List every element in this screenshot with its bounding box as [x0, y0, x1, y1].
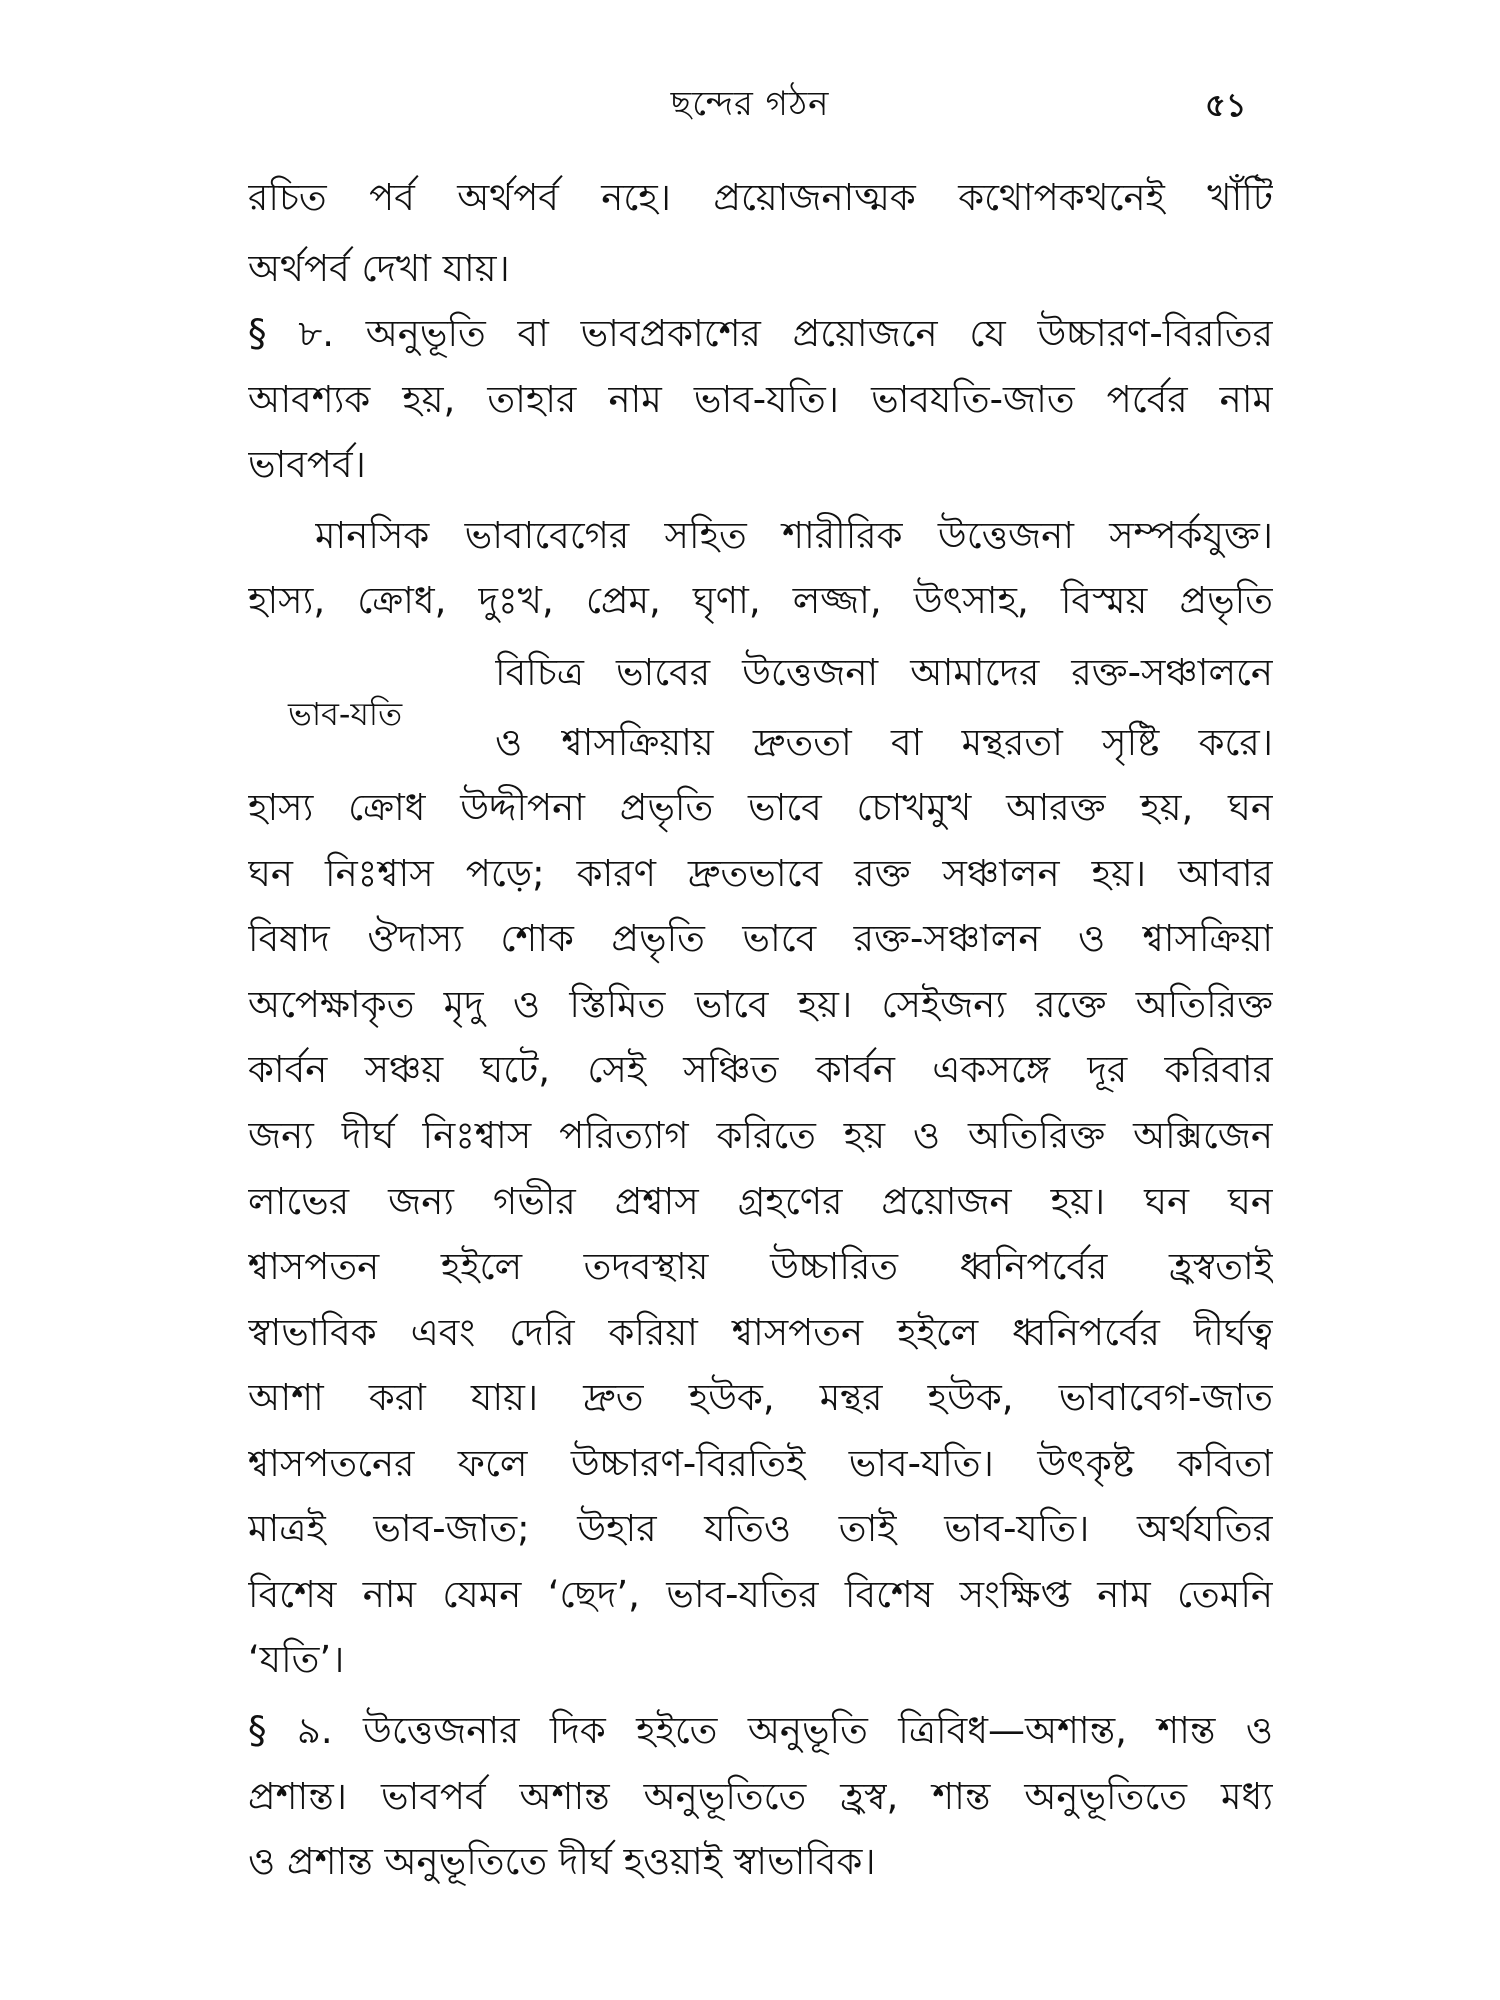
text-line: ও শ্বাসক্রিয়ায় দ্রুততা বা মন্থরতা সৃষ্টি করে। — [495, 721, 1273, 764]
text-line: ‘যতি’। — [248, 1638, 345, 1681]
text-line: লাভের জন্য গভীর প্রশ্বাস গ্রহণের প্রয়োজন হয়। ঘন ঘন — [248, 1180, 1273, 1223]
text-line: ভাবপর্ব। — [248, 443, 366, 486]
text-line: শ্বাসপতনের ফলে উচ্চারণ-বিরতিই ভাব-যতি। উৎকৃষ্ট কবিতা — [248, 1442, 1273, 1485]
text-line: হাস্য ক্রোধ উদ্দীপনা প্রভৃতি ভাবে চোখমুখ আরক্ত হয়, ঘন — [248, 786, 1273, 829]
running-header: ছন্দের গঠন — [670, 84, 830, 124]
text-line: মানসিক ভাবাবেগের সহিত শারীরিক উত্তেজনা সম্পর্কযুক্ত। — [315, 514, 1273, 557]
text-line: আবশ্যক হয়, তাহার নাম ভাব-যতি। ভাবযতি-জাত পর্বের নাম — [248, 378, 1273, 421]
text-line: বিষাদ ঔদাস্য শোক প্রভৃতি ভাবে রক্ত-সঞ্চালন ও শ্বাসক্রিয়া — [248, 917, 1273, 960]
text-line: বিচিত্র ভাবের উত্তেজনা আমাদের রক্ত-সঞ্চালনে — [495, 651, 1273, 694]
text-line: অর্থপর্ব দেখা যায়। — [248, 247, 510, 290]
text-line: ঘন নিঃশ্বাস পড়ে; কারণ দ্রুতভাবে রক্ত সঞ্চালন হয়। আবার — [248, 852, 1273, 895]
text-line: § ৮. অনুভূতি বা ভাবপ্রকাশের প্রয়োজনে যে উচ্চারণ-বিরতির — [248, 312, 1273, 355]
text-line: জন্য দীর্ঘ নিঃশ্বাস পরিত্যাগ করিতে হয় ও অতিরিক্ত অক্সিজেন — [248, 1114, 1273, 1157]
text-line: § ৯. উত্তেজনার দিক হইতে অনুভূতি ত্রিবিধ—অশান্ত, শান্ত ও — [248, 1709, 1273, 1752]
text-line: কার্বন সঞ্চয় ঘটে, সেই সঞ্চিত কার্বন একসঙ্গে দূর করিবার — [248, 1048, 1273, 1091]
text-line: রচিত পর্ব অর্থপর্ব নহে। প্রয়োজনাত্মক কথোপকথনেই খাঁটি — [248, 176, 1273, 219]
margin-note: ভাব-যতি — [288, 695, 403, 733]
text-line: শ্বাসপতন হইলে তদবস্থায় উচ্চারিত ধ্বনিপর্বের হ্রস্বতাই — [248, 1245, 1273, 1288]
text-line: আশা করা যায়। দ্রুত হউক, মন্থর হউক, ভাবাবেগ-জাত — [248, 1376, 1273, 1419]
text-line: মাত্রই ভাব-জাত; উহার যতিও তাই ভাব-যতি। অর্থযতির — [248, 1507, 1273, 1550]
text-line: হাস্য, ক্রোধ, দুঃখ, প্রেম, ঘৃণা, লজ্জা, উৎসাহ, বিস্ময় প্রভৃতি — [248, 579, 1273, 622]
page-number: ৫১ — [1205, 86, 1247, 124]
text-line: প্রশান্ত। ভাবপর্ব অশান্ত অনুভূতিতে হ্রস্ব, শান্ত অনুভূতিতে মধ্য — [248, 1775, 1273, 1818]
text-line: স্বাভাবিক এবং দেরি করিয়া শ্বাসপতন হইলে ধ্বনিপর্বের দীর্ঘত্ব — [248, 1311, 1273, 1354]
text-line: অপেক্ষাকৃত মৃদু ও স্তিমিত ভাবে হয়। সেইজন্য রক্তে অতিরিক্ত — [248, 983, 1273, 1026]
text-line: বিশেষ নাম যেমন ‘ছেদ’, ভাব-যতির বিশেষ সংক্ষিপ্ত নাম তেমনি — [248, 1573, 1273, 1616]
text-line: ও প্রশান্ত অনুভূতিতে দীর্ঘ হওয়াই স্বাভাবিক। — [248, 1840, 876, 1883]
